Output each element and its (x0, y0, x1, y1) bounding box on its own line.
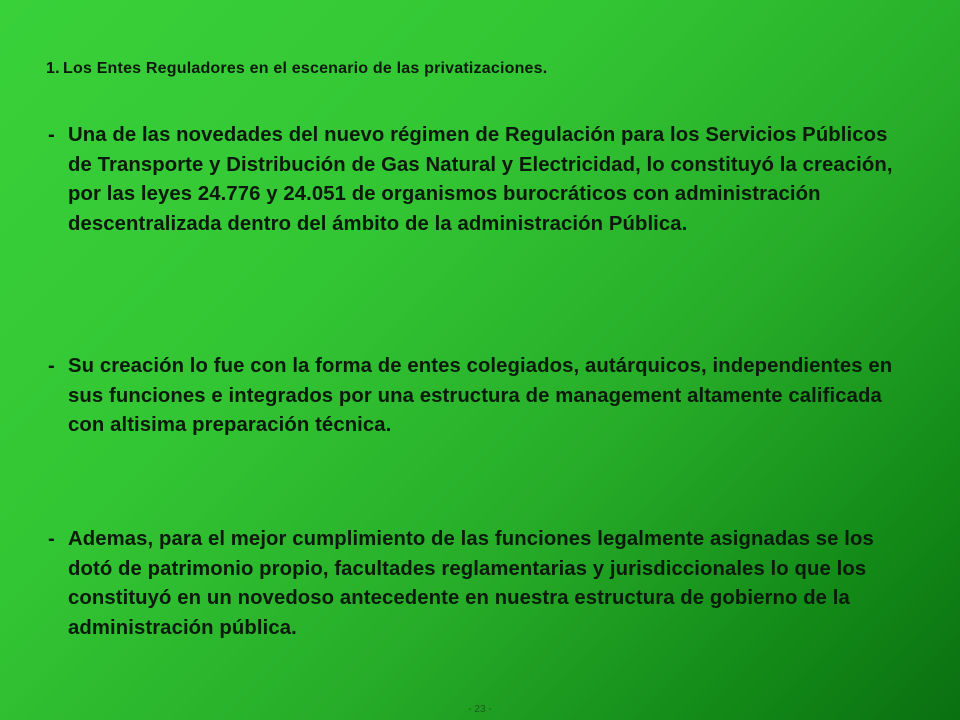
bullet-dash: - (48, 124, 55, 146)
paragraph-text: Ademas, para el mejor cumplimiento de las funciones legalmente asignadas se los dotó de patrimonio propio, facultades reglamentarias y jurisdiccionales lo que los constituyó en un novedoso antecedente en nuestra estructura de gobierno de la administración pública. (68, 528, 874, 639)
paragraph-entity-creation (48, 352, 908, 441)
section-heading (46, 60, 547, 78)
heading-text: Los Entes Reguladores en el escenario de las privatizaciones. (63, 60, 548, 77)
heading-number: 1. (46, 60, 60, 77)
bullet-dash: - (48, 528, 55, 550)
paragraph-regime-novelty (48, 121, 908, 239)
bullet-dash: - (48, 355, 55, 377)
paragraph-text: Su creación lo fue con la forma de entes colegiados, autárquicos, independientes en sus funciones e integrados por una estructura de management altamente calificada con altisima preparación técnica. (68, 355, 893, 436)
paragraph-text: Una de las novedades del nuevo régimen de Regulación para los Servicios Públicos de Transporte y Distribución de Gas Natural y Electricidad, lo constituyó la creación, por las leyes 24.776 y 24.051 de organismos burocráticos con administración descentralizada dentro del ámbito de la administración Pública. (68, 124, 893, 235)
paragraph-powers (48, 525, 908, 643)
page-number: - 23 - (468, 704, 492, 715)
